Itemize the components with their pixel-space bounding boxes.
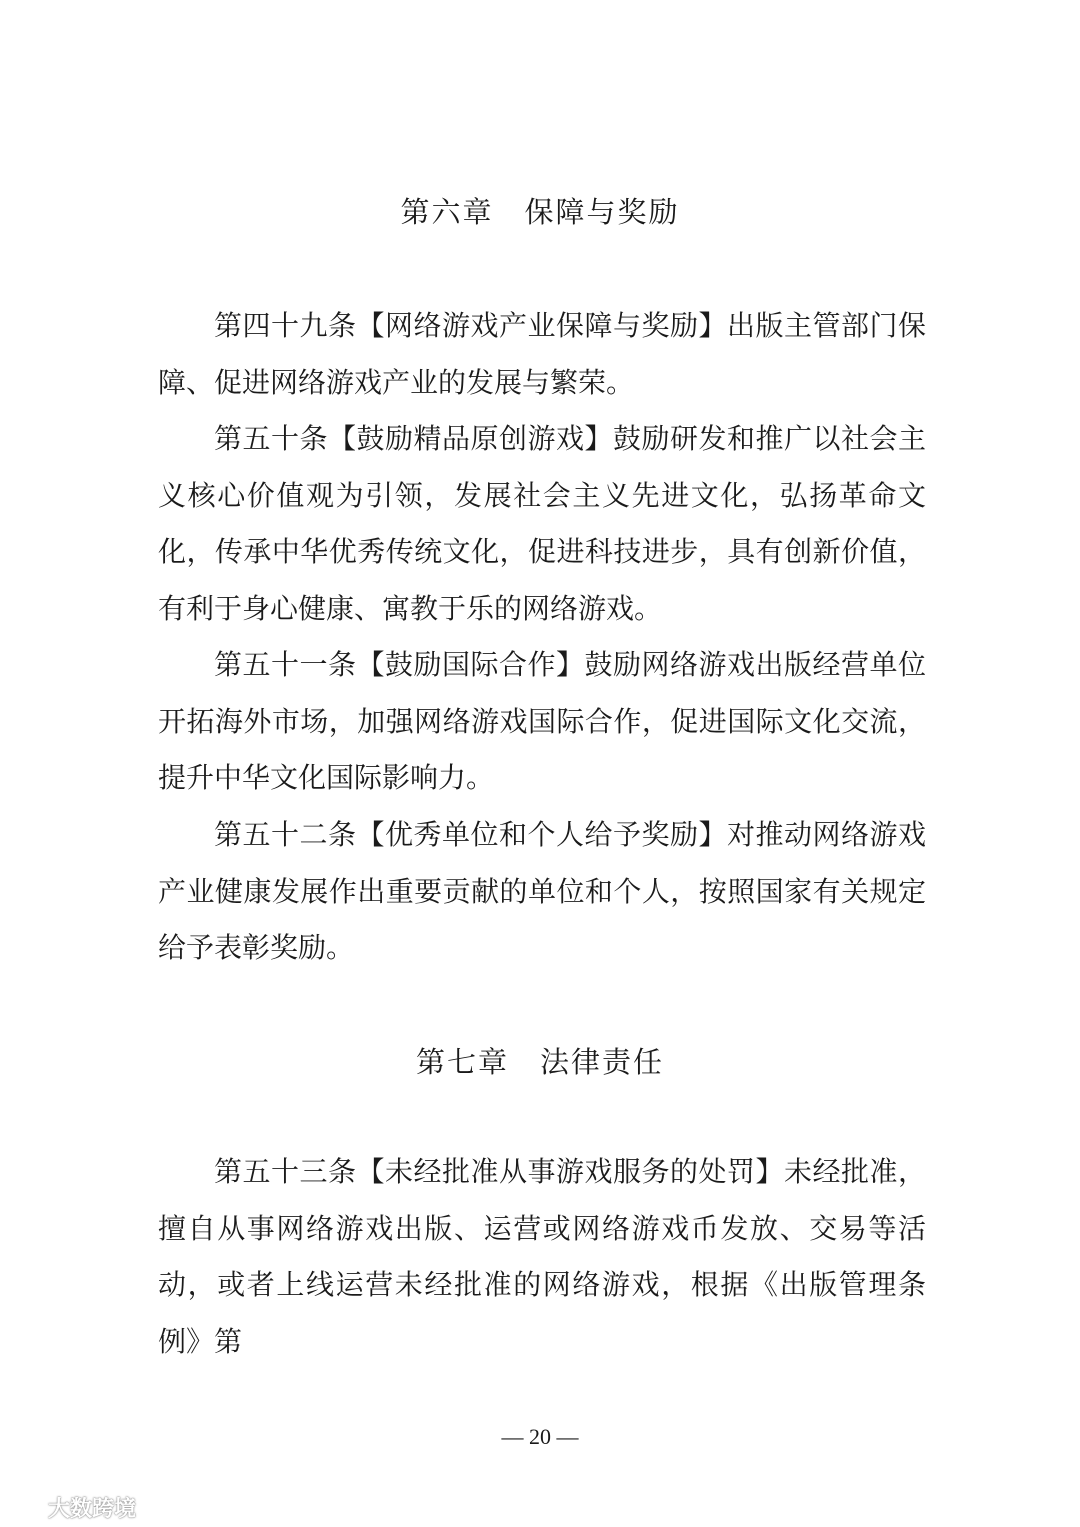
page-number: — 20 — (501, 1424, 579, 1449)
weibo-eye-logo-icon (6, 1495, 42, 1519)
article-49 (158, 298, 926, 411)
article-53-text: 第五十三条【未经批准从事游戏服务的处罚】未经批准，擅自从事网络游戏出版、运营或网络游戏币发放、交易等活动，或者上线运营未经批准的网络游戏，根据《出版管理条例》第 (158, 1155, 926, 1358)
article-52 (158, 807, 926, 977)
article-51-text: 第五十一条【鼓励国际合作】鼓励网络游戏出版经营单位开拓海外市场，加强网络游戏国际合作，促进国际文化交流，提升中华文化国际影响力。 (158, 648, 926, 794)
article-51 (158, 637, 926, 807)
article-49-text: 第四十九条【网络游戏产业保障与奖励】出版主管部门保障、促进网络游戏产业的发展与繁荣。 (158, 309, 926, 399)
watermark-text: 大数跨境 (48, 1496, 137, 1522)
chapter-heading-7: 第七章 法律责任 (415, 1045, 664, 1079)
chapter-heading-6: 第六章 保障与奖励 (400, 195, 680, 229)
article-52-text: 第五十二条【优秀单位和个人给予奖励】对推动网络游戏产业健康发展作出重要贡献的单位和个人，按照国家有关规定给予表彰奖励。 (158, 818, 926, 964)
article-53 (158, 1144, 926, 1370)
watermark (6, 1492, 136, 1522)
article-50 (158, 411, 926, 637)
article-50-text: 第五十条【鼓励精品原创游戏】鼓励研发和推广以社会主义核心价值观为引领，发展社会主义先进文化，弘扬革命文化，传承中华优秀传统文化，促进科技进步，具有创新价值，有利于身心健康、寓教于乐的网络游戏。 (158, 422, 926, 625)
